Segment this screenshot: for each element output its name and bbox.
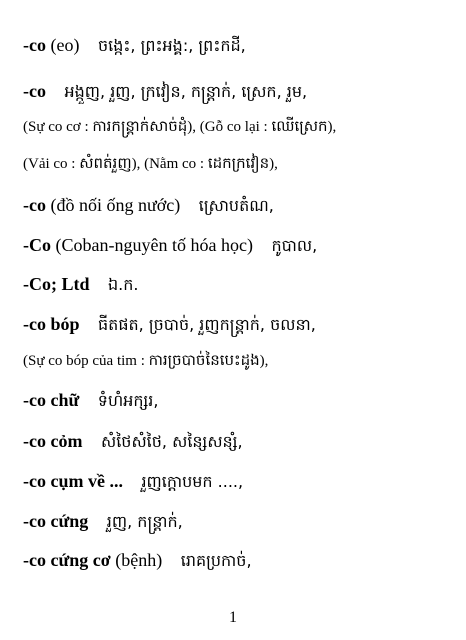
definition: ឯ.ក.	[108, 275, 139, 294]
usage-note: (Coban-nguyên tố hóa học)	[55, 235, 253, 255]
example-text: (Sự co bóp của tim : ការច្របាច់នៃបេះដូង),	[23, 353, 269, 369]
entry-co-eo	[23, 36, 456, 54]
entry-co-chu	[23, 391, 456, 409]
headword: -co chữ	[23, 390, 80, 410]
definition: ធីតផត, ច្របាច់, រួញកន្ត្រាក់, ចលនា,	[98, 315, 316, 334]
example-text: (Sự co cơ : ការកន្ត្រាក់សាច់ដុំ), (Gỗ co lại : ឈើស្រេក),	[23, 119, 337, 135]
headword: -co cụm về ...	[23, 471, 123, 491]
example-text: (Vải co : សំពត់រួញ), (Nằm co : ដេកក្រវៀន),	[23, 156, 278, 172]
definition: ទំហំអក្សរ,	[97, 391, 159, 410]
entry-co-pipe-fitting	[23, 196, 456, 214]
definition: រួញក្តោបមក ....,	[141, 472, 244, 491]
definition: រួញ, កន្ត្រាក់,	[106, 512, 183, 531]
headword: -co	[23, 81, 46, 101]
headword: -co cứng	[23, 511, 89, 531]
example-line	[23, 354, 456, 369]
headword: -Co; Ltd	[23, 274, 90, 294]
entry-co	[23, 82, 456, 100]
headword: -co bóp	[23, 314, 80, 334]
example-line	[23, 157, 456, 172]
entry-co-com	[23, 432, 456, 450]
definition: ស្រោបតំណ,	[198, 196, 274, 215]
entry-co-cum-ve	[23, 472, 456, 490]
entry-co-bop	[23, 315, 456, 333]
entry-co-ltd	[23, 275, 456, 293]
definition: អង្កួញ, រួញ, ក្រវៀន, កន្ត្រាក់, ស្រេក, រួម,	[64, 82, 308, 101]
headword: -Co	[23, 235, 51, 255]
definition: ចង្កេះ, ព្រះអង្គ:, ព្រះកដី,	[97, 36, 246, 55]
entry-co-cobalt	[23, 236, 456, 254]
usage-note: (eo)	[50, 35, 80, 55]
usage-note: (bệnh)	[115, 550, 163, 570]
page-number: 1	[229, 609, 237, 626]
headword: -co cứng cơ	[23, 550, 111, 570]
headword: -co cỏm	[23, 431, 83, 451]
entry-co-cung-co	[23, 551, 456, 569]
headword: -co	[23, 35, 46, 55]
usage-note: (đồ nối ống nước)	[50, 195, 181, 215]
headword: -co	[23, 195, 46, 215]
definition: រោគប្រកាច់,	[180, 551, 252, 570]
definition: កូបាល,	[271, 236, 318, 255]
entry-co-cung	[23, 512, 456, 530]
example-line	[23, 120, 456, 135]
definition: សំថៃសំថៃ, សន្សៃសន្សំ,	[100, 432, 243, 451]
